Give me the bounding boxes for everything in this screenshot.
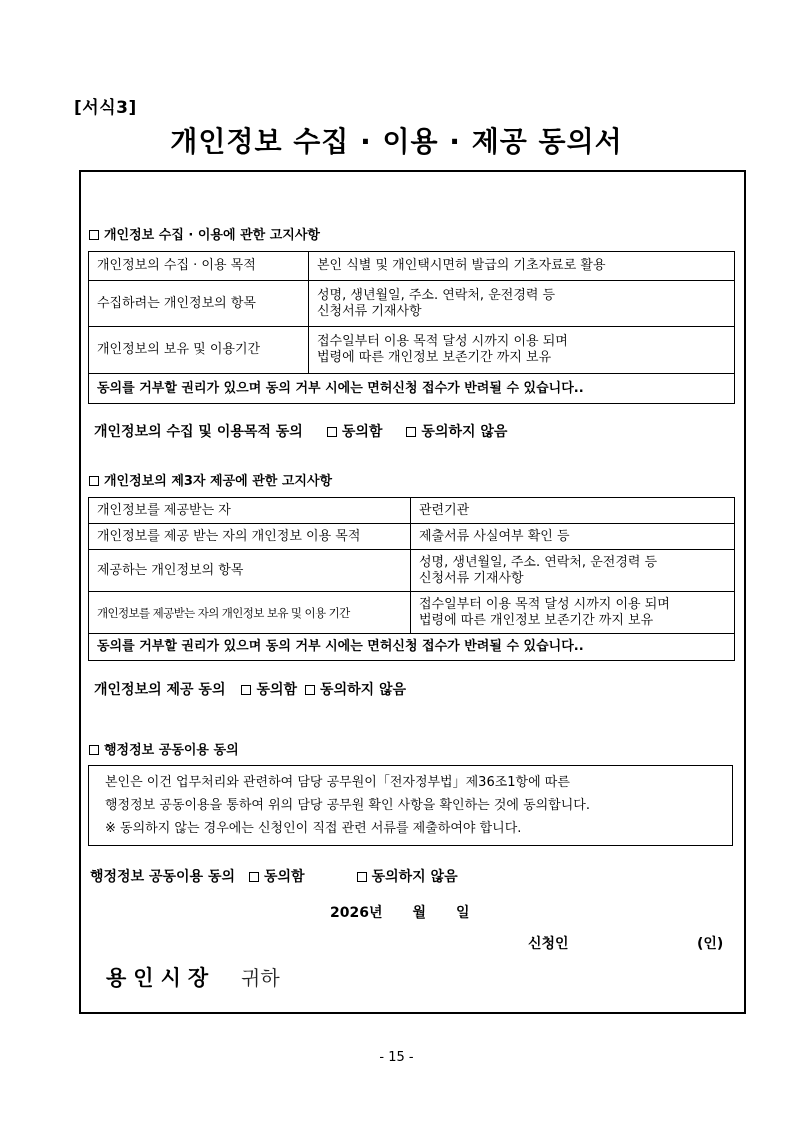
value-line: 제출서류 사실여부 확인 등 <box>419 528 570 544</box>
form-label: [서식3] <box>74 98 137 118</box>
table-row <box>89 592 735 634</box>
row-label: 개인정보를 제공받는 자 <box>89 498 411 524</box>
row-label: 제공하는 개인정보의 항목 <box>89 550 411 592</box>
table-row <box>89 634 735 661</box>
checkbox-icon <box>89 476 99 486</box>
agree-label: 동의함 <box>341 424 383 440</box>
checkbox-icon <box>89 230 99 240</box>
value-line: 신청서류 기재사항 <box>317 303 422 319</box>
section1-heading-text: 개인정보 수집 · 이용에 관한 고지사항 <box>104 228 320 243</box>
value-line: 법령에 따른 개인정보 보존기간 까지 보유 <box>419 612 654 628</box>
section1-heading <box>89 224 320 243</box>
table-row <box>89 498 735 524</box>
document-title: 개인정보 수집 · 이용 · 제공 동의서 <box>170 125 623 158</box>
table-row <box>89 524 735 550</box>
section1-consent-line <box>94 421 507 441</box>
agree-label: 동의함 <box>256 682 298 698</box>
notice-line: 행정정보 공동이용을 통하여 위의 담당 공무원 확인 사항을 확인하는 것에 동의합니다. <box>105 798 590 813</box>
date-line <box>330 902 470 922</box>
row-label: 개인정보의 보유 및 이용기간 <box>89 327 309 374</box>
refusal-notice: 동의를 거부할 권리가 있으며 동의 거부 시에는 면허신청 접수가 반려될 수 있습니다.. <box>89 634 735 661</box>
section3-heading-text: 행정정보 공동이용 동의 <box>104 743 239 758</box>
date-month: 월 <box>412 905 427 921</box>
row-value <box>309 252 735 281</box>
applicant-label: 신청인 <box>528 936 569 952</box>
consent-label: 개인정보의 수집 및 이용목적 동의 <box>94 424 303 440</box>
section2-heading <box>89 470 332 489</box>
value-line: 성명, 생년월일, 주소. 연락처, 운전경력 등 <box>419 554 658 570</box>
row-value <box>411 592 735 634</box>
date-year: 2026년 <box>330 905 383 921</box>
consent-label: 행정정보 공동이용 동의 <box>90 869 235 885</box>
disagree-label: 동의하지 않음 <box>320 682 407 698</box>
row-value <box>309 281 735 327</box>
shared-use-notice <box>88 765 733 846</box>
table-row <box>89 327 735 374</box>
seal-label: (인) <box>697 936 724 952</box>
row-label: 개인정보를 제공받는 자의 개인정보 보유 및 이용 기간 <box>89 592 411 634</box>
section2-heading-text: 개인정보의 제3자 제공에 관한 고지사항 <box>104 474 333 489</box>
consent-label: 개인정보의 제공 동의 <box>94 682 226 698</box>
page-number: - 15 - <box>379 1050 414 1065</box>
section2-table <box>88 497 735 661</box>
agree-label: 동의함 <box>264 869 305 885</box>
section2-consent-line <box>94 679 406 699</box>
disagree-checkbox[interactable] <box>305 685 315 695</box>
checkbox-icon <box>89 745 99 755</box>
disagree-checkbox[interactable] <box>357 872 367 882</box>
disagree-checkbox[interactable] <box>406 427 416 437</box>
table-row <box>89 374 735 404</box>
row-value <box>309 327 735 374</box>
notice-line: 본인은 이건 업무처리와 관련하여 담당 공무원이「전자정부법」제36조1항에 따른 <box>105 775 570 790</box>
agree-checkbox[interactable] <box>241 685 251 695</box>
value-line: 본인 식별 및 개인택시면허 발급의 기초자료로 활용 <box>317 258 606 273</box>
recipient: 용인시장 <box>106 966 216 990</box>
table-row <box>89 550 735 592</box>
agree-checkbox[interactable] <box>327 427 337 437</box>
value-line: 접수일부터 이용 목적 달성 시까지 이용 되며 <box>419 596 670 612</box>
table-row <box>89 281 735 327</box>
value-line: 법령에 따른 개인정보 보존기간 까지 보유 <box>317 350 552 365</box>
value-line: 성명, 생년월일, 주소. 연락처, 운전경력 등 <box>317 287 556 303</box>
honorific: 귀하 <box>241 966 280 990</box>
value-line: 접수일부터 이용 목적 달성 시까지 이용 되며 <box>317 334 568 349</box>
refusal-notice: 동의를 거부할 권리가 있으며 동의 거부 시에는 면허신청 접수가 반려될 수 있습니다.. <box>89 374 735 404</box>
table-row <box>89 252 735 281</box>
value-line: 신청서류 기재사항 <box>419 570 524 586</box>
agree-checkbox[interactable] <box>249 872 259 882</box>
row-value <box>411 524 735 550</box>
section3-consent-line <box>90 866 458 886</box>
disagree-label: 동의하지 않음 <box>421 424 508 440</box>
date-day: 일 <box>456 905 470 921</box>
row-label: 개인정보를 제공 받는 자의 개인정보 이용 목적 <box>89 524 411 550</box>
row-value <box>411 498 735 524</box>
section1-table <box>88 251 735 404</box>
row-label: 수집하려는 개인정보의 항목 <box>89 281 309 327</box>
row-label: 개인정보의 수집 · 이용 목적 <box>89 252 309 281</box>
notice-line: ※ 동의하지 않는 경우에는 신청인이 직접 관련 서류를 제출하여야 합니다. <box>105 821 522 836</box>
row-value <box>411 550 735 592</box>
section3-heading <box>89 739 239 758</box>
disagree-label: 동의하지 않음 <box>371 869 458 885</box>
value-line: 관련기관 <box>419 502 470 518</box>
